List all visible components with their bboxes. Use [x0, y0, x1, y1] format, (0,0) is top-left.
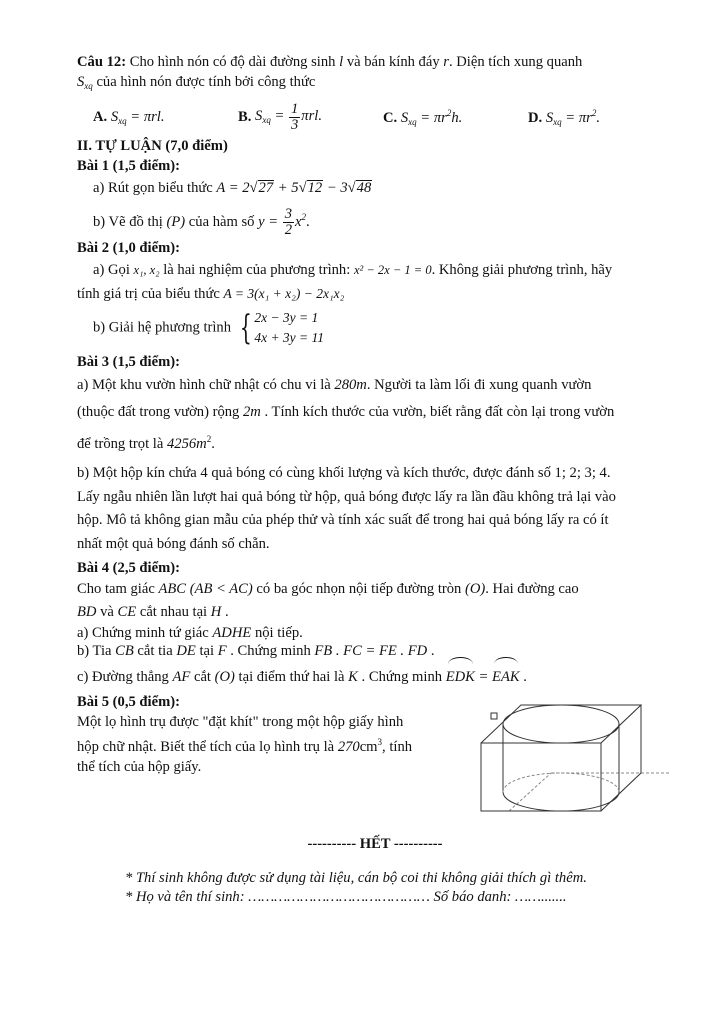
bai-2b: b) Giải hệ phương trình { 2x − 3y = 1 4x + 3y = 11	[93, 308, 325, 348]
choice-b-label: B.	[238, 108, 252, 125]
q12-text-2: và bán kính đáy	[343, 54, 444, 70]
choice-b-formula: $S_{xq}$ = $\frac{1}{3}$ πrl.	[255, 100, 322, 133]
bai-4-title: Bài 4 (2,5 điểm):	[77, 560, 180, 576]
choice-d	[528, 108, 673, 127]
bai-1b: b) Vẽ đồ thị (P) của hàm số y = $\frac{3}{2}$ $x^2$.	[93, 206, 310, 239]
q12-text: Cho hình nón có độ dài đường sinh	[126, 54, 340, 70]
bai-5-text: Một lọ hình trụ được "đặt khít" trong một hộp giấy hình hộp chữ nhật. Biết thể tích của lọ hình trụ là $270cm^3$, tính thể tích của hộp giấy.	[77, 714, 413, 775]
bai-2a: a) Gọi x₁, x₂ là hai nghiệm của phương trình: x² − 2x − 1 = 0. Không giải phương trình, hãy	[93, 262, 613, 278]
sxq-symbol: S	[77, 74, 85, 90]
bai-5-title: Bài 5 (0,5 điểm):	[77, 694, 180, 710]
choice-a-formula: $S_{xq} = \pi rl$.	[110, 108, 165, 126]
choice-c-label: C.	[383, 109, 398, 126]
bai-3a: a) Một khu vườn hình chữ nhật có chu vi là 280m. Người ta làm lối đi xung quanh vườn (thuộc đất trong vườn) rộng 2m . Tính kích thước của vườn, biết rằng đất còn lại trong vườn để trồng trọt là $4256m^2$.	[77, 377, 615, 452]
figure-marker	[491, 713, 497, 719]
choice-a	[93, 109, 238, 126]
choice-c	[383, 108, 528, 127]
bai-4a: a) Chứng minh tứ giác ADHE nội tiếp.	[77, 625, 303, 641]
sxq-sub: xq	[84, 81, 93, 91]
var-r: r	[443, 54, 449, 70]
bai-1a: a) Rút gọn biểu thức A = 2√27 + 5√12 − 3√48	[93, 180, 372, 196]
question-12	[77, 52, 673, 72]
question-12-choices	[77, 102, 673, 132]
q12-text-4: của hình nón được tính bởi công thức	[92, 74, 316, 90]
choice-d-label: D.	[528, 109, 543, 126]
choice-b	[238, 102, 383, 133]
bai-2-title: Bài 2 (1,0 điểm):	[77, 240, 180, 256]
part-2-title: II. TỰ LUẬN (7,0 điểm)	[77, 138, 228, 154]
question-12-line-2	[77, 72, 673, 96]
cylinder-in-box-figure	[476, 688, 676, 816]
footer	[77, 836, 673, 907]
equation-system: { 2x − 3y = 1 4x + 3y = 11	[239, 308, 325, 348]
choice-a-label: A.	[93, 108, 108, 125]
arc-edk: EDK	[446, 660, 475, 692]
var-l: l	[339, 54, 344, 70]
exam-page	[77, 52, 673, 777]
note-2: * Họ và tên thí sinh: …………………………………… Số báo danh: …….......	[125, 889, 567, 905]
bai-3-title: Bài 3 (1,5 điểm):	[77, 354, 180, 370]
end-marker: ---------- HẾT ----------	[307, 836, 443, 852]
bai-1-title: Bài 1 (1,5 điểm):	[77, 158, 180, 174]
choice-c-formula: $S_{xq} = \pi r^2h$.	[400, 107, 463, 127]
bai-4-intro: Cho tam giác ABC (AB < AC) có ba góc nhọn nội tiếp đường tròn (O). Hai đường cao BD và CE cắt nhau tại H .	[77, 581, 579, 620]
cylinder-box-diagram	[476, 688, 676, 816]
question-12-label: Câu 12:	[77, 54, 127, 70]
arc-eak: EAK	[492, 660, 520, 692]
choice-d-formula: $S_{xq} = \pi r^2$.	[545, 107, 600, 127]
bai-4b: b) Tia CB cắt tia DE tại F . Chứng minh FB . FC = FE . FD .	[77, 643, 435, 659]
bai-2a-line-2: tính giá trị của biểu thức A = 3(x₁ + x₂) − 2x₁x₂	[77, 286, 345, 302]
note-1: * Thí sinh không được sử dụng tài liệu, cán bộ coi thi không giải thích gì thêm.	[125, 870, 587, 886]
bai-3b: b) Một hộp kín chứa 4 quả bóng có cùng khối lượng và kích thước, được đánh số 1; 2; 3; 4. Lấy ngẫu nhiên lần lượt hai quả bóng từ hộp, quả bóng được lấy ra lần đầu không trả lại vào hộp. Mô tả không gian mẫu của phép thử và tính xác suất để trong hai quả bóng lấy ra có ít nhất một quả bóng đánh số chẵn.	[77, 465, 616, 552]
bai-4c: c) Đường thẳng AF cắt (O) tại điểm thứ hai là K . Chứng minh EDK = EAK .	[77, 660, 673, 692]
q12-text-3: . Diện tích xung quanh	[448, 54, 583, 70]
